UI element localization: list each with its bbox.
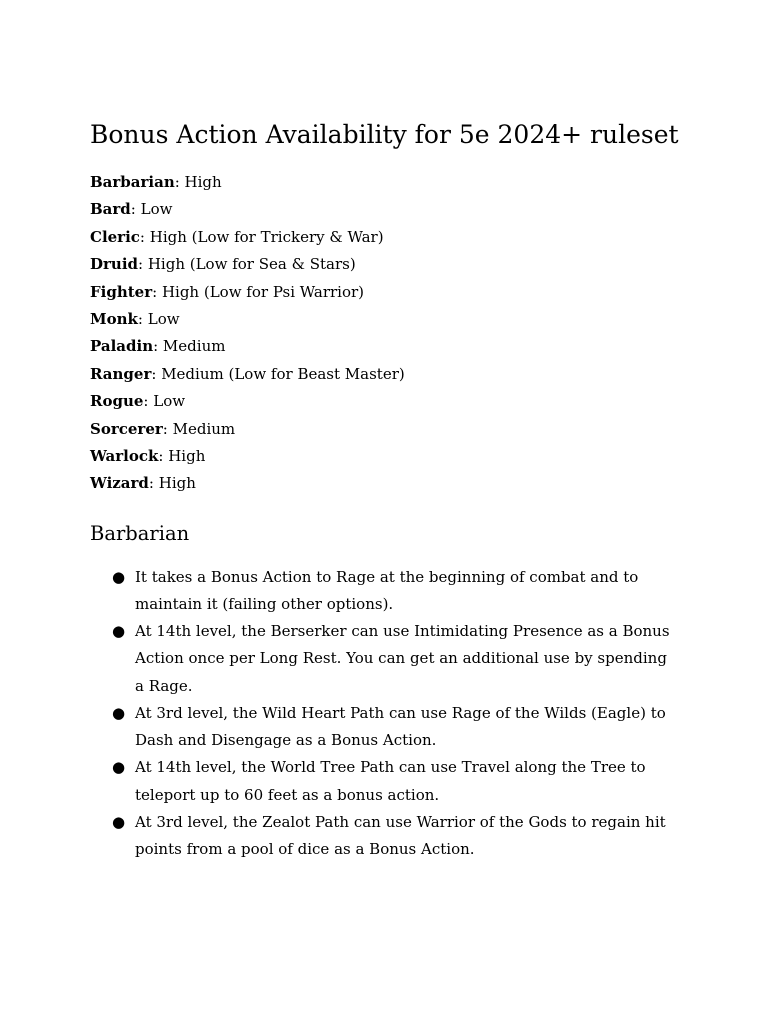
class-name: Barbarian [90,173,175,191]
list-item-text: At 14th level, the Berserker can use Intimidating Presence as a Bonus Action once per Long Rest. You can get an additional use by spending a Rage. [135,622,670,695]
document-page [90,112,680,863]
list-item-text: At 3rd level, the Wild Heart Path can use Rage of the Wilds (Eagle) to Dash and Disengage as a Bonus Action. [135,703,666,750]
class-item-cleric [90,224,680,251]
class-name: Bard [90,200,131,219]
class-rating: : Low [137,310,180,329]
class-rating: : High (Low for Psi Warrior) [152,282,365,301]
class-item-barbarian [90,169,680,196]
class-name: Wizard [90,474,149,493]
class-name: Cleric [90,227,140,246]
class-name: Monk [90,310,138,329]
barbarian-bullet-list [90,564,680,863]
class-rating: : Medium (Low for Beast Master) [151,364,405,383]
document-title: Bonus Action Availability for 5e 2024+ ruleset [90,120,679,149]
list-item [90,700,680,754]
class-name: Ranger [90,364,152,383]
list-item-text: At 3rd level, the Zealot Path can use Warrior of the Gods to regain hit points from a pool of dice as a Bonus Action. [135,812,666,858]
list-item-text: It takes a Bonus Action to Rage at the beginning of combat and to maintain it (failing other options). [135,567,639,614]
class-rating: : High (Low for Trickery & War) [139,227,384,246]
list-item [90,564,680,618]
class-name: Paladin [90,337,154,356]
section-heading: Barbarian [90,521,190,545]
class-item-monk [90,306,680,333]
bullet-icon: ● [112,758,126,777]
bullet-icon: ● [112,812,126,831]
class-rating: : Medium [162,419,236,438]
class-name: Warlock [90,447,159,466]
class-item-druid [90,251,680,278]
class-item-wizard [90,470,680,497]
class-item-rogue [90,388,680,415]
class-rating: : High [148,474,196,493]
list-item [90,754,680,808]
list-item [90,809,680,863]
class-item-warlock [90,443,680,470]
class-rating: : Low [130,200,173,219]
class-name: Rogue [90,392,144,411]
class-name: Druid [90,255,139,274]
list-item [90,618,680,700]
class-rating: : High [174,173,222,191]
list-item-text: At 14th level, the World Tree Path can use Travel along the Tree to teleport up to 60 feet as a bonus action. [135,758,646,804]
class-rating: : High (Low for Sea & Stars) [138,255,356,274]
class-name: Fighter [90,282,153,301]
class-item-ranger [90,361,680,388]
bullet-icon: ● [112,622,126,641]
class-availability-list [90,169,680,498]
class-name: Sorcerer [90,419,163,438]
class-rating: : Low [143,392,186,411]
class-item-sorcerer [90,416,680,443]
class-rating: : Medium [153,337,226,356]
bullet-icon: ● [112,703,126,722]
class-rating: : High [158,447,206,466]
bullet-icon: ● [112,567,126,586]
class-item-bard [90,196,680,223]
class-item-fighter [90,279,680,306]
class-item-paladin [90,333,680,360]
